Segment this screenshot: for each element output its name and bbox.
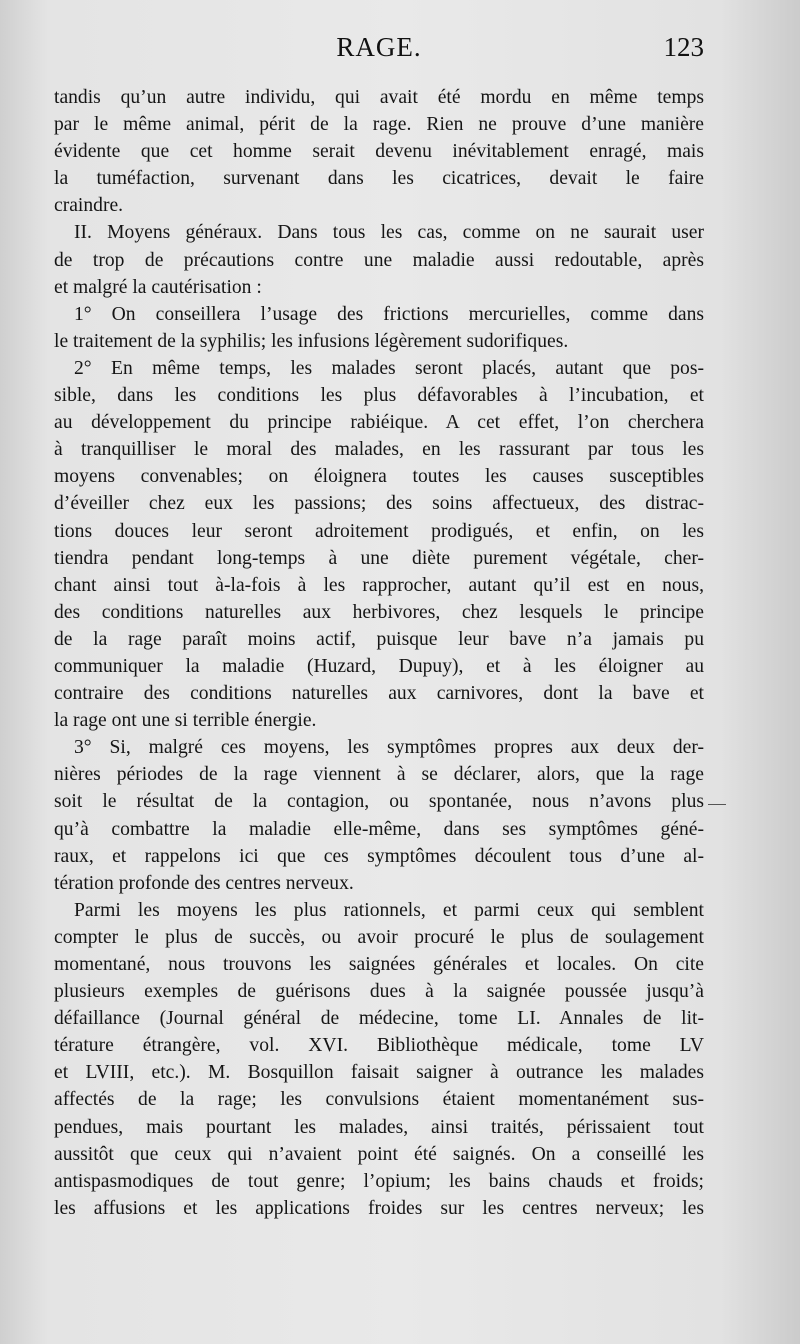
text-line: 2° En même temps, les malades seront placés, autant que pos- (74, 357, 704, 379)
text-line: antispasmodiques de tout genre; l’opium; les bains chauds et froids; (54, 1170, 704, 1192)
text-line: 3° Si, malgré ces moyens, les symptômes propres aux deux der- (74, 737, 704, 759)
text-line: compter le plus de succès, ou avoir procuré le plus de soulagement (54, 926, 704, 948)
page-header (54, 32, 704, 72)
text-line: les affusions et les applications froides sur les centres nerveux; les (54, 1197, 704, 1219)
text-line: à tranquilliser le moral des malades, en les rassurant par tous les (54, 439, 704, 461)
text-line: la rage ont une si terrible énergie. (54, 710, 317, 732)
text-line: craindre. (54, 195, 124, 217)
running-title: RAGE. (336, 32, 422, 62)
text-line: la tuméfaction, survenant dans les cicatrices, devait le faire (54, 168, 704, 190)
text-line: soit le résultat de la contagion, ou spontanée, nous n’avons plus (54, 791, 704, 813)
text-line: Parmi les moyens les plus rationnels, et parmi ceux qui semblent (74, 899, 704, 921)
text-line: affectés de la rage; les convulsions étaient momentanément sus- (54, 1089, 704, 1111)
text-line: et LVIII, etc.). M. Bosquillon faisait saigner à outrance les malades (54, 1062, 704, 1084)
text-line: tions douces leur seront adroitement prodigués, et enfin, on les (54, 520, 704, 542)
text-line: sible, dans les conditions les plus défavorables à l’incubation, et (54, 385, 704, 407)
text-line: II. Moyens généraux. Dans tous les cas, comme on ne saurait user (74, 222, 704, 244)
text-line: 1° On conseillera l’usage des frictions mercurielles, comme dans (74, 303, 704, 325)
text-line: de trop de précautions contre une maladie aussi redoutable, après (54, 249, 704, 271)
text-line: térature étrangère, vol. XVI. Bibliothèque médicale, tome LV (54, 1035, 704, 1057)
text-line: tandis qu’un autre individu, qui avait été mordu en même temps (54, 87, 704, 108)
text-line: qu’à combattre la maladie elle-même, dans ses symptômes géné- (54, 818, 704, 840)
body-text (54, 84, 704, 1222)
text-line: le traitement de la syphilis; les infusions légèrement sudorifiques. (54, 330, 569, 352)
text-line: chant ainsi tout à-la-fois à les rapprocher, autant qu’il est en nous, (54, 574, 704, 596)
page-number: 123 (663, 32, 704, 62)
text-line: raux, et rappelons ici que ces symptômes découlent tous d’une al- (54, 845, 704, 867)
text-line: tération profonde des centres nerveux. (54, 872, 354, 894)
text-line: nières périodes de la rage viennent à se déclarer, alors, que la rage (54, 764, 704, 786)
text-line: momentané, nous trouvons les saignées générales et locales. On cite (54, 954, 704, 975)
text-line: d’éveiller chez eux les passions; des soins affectueux, des distrac- (54, 493, 704, 515)
text-line: défaillance (Journal général de médecine, tome LI. Annales de lit- (54, 1008, 704, 1030)
text-line: moyens convenables; on éloignera toutes les causes susceptibles (54, 466, 704, 488)
text-line: communiquer la maladie (Huzard, Dupuy), et à les éloigner au (54, 655, 704, 677)
text-line: plusieurs exemples de guérisons dues à la saignée poussée jusqu’à (54, 981, 704, 1003)
margin-mark (708, 804, 726, 805)
text-line: aussitôt que ceux qui n’avaient point été saignés. On a conseillé les (54, 1143, 704, 1165)
text-line: évidente que cet homme serait devenu inévitablement enragé, mais (54, 141, 704, 163)
text-line: de la rage paraît moins actif, puisque leur bave n’a jamais pu (54, 628, 704, 650)
text-line: contraire des conditions naturelles aux carnivores, dont la bave et (54, 683, 704, 705)
text-line: par le même animal, périt de la rage. Rien ne prouve d’une manière (54, 114, 704, 136)
text-line: au développement du principe rabiéique. A cet effet, l’on cherchera (54, 412, 704, 434)
text-line: pendues, mais pourtant les malades, ainsi traités, périssaient tout (54, 1116, 704, 1138)
text-line: et malgré la cautérisation : (54, 276, 262, 298)
text-line: des conditions naturelles aux herbivores, chez lesquels le principe (54, 601, 704, 623)
text-line: tiendra pendant long-temps à une diète purement végétale, cher- (54, 547, 704, 569)
